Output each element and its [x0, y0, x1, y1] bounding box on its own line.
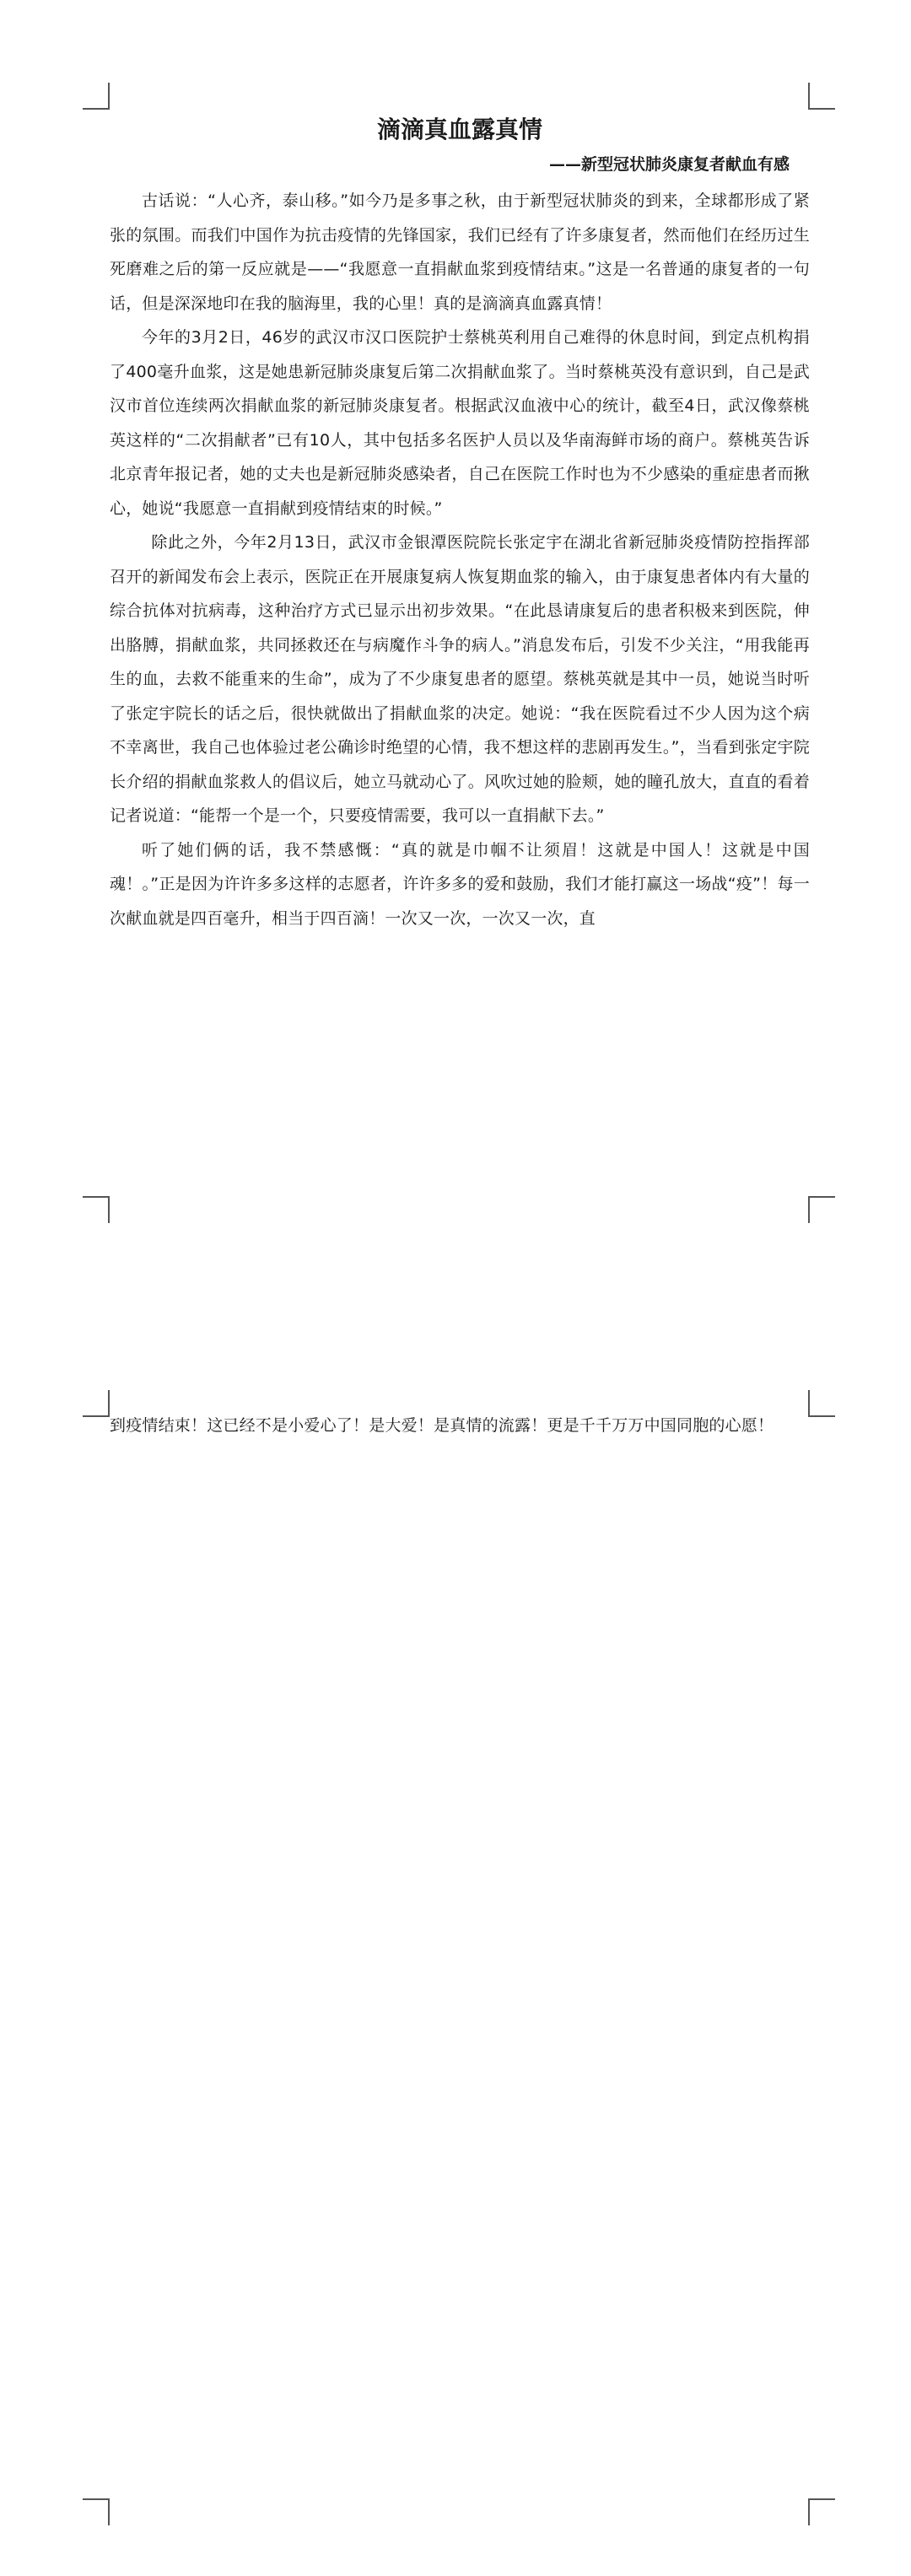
page1-corner-top-left — [83, 83, 110, 110]
page2-corner-top-left — [83, 1390, 110, 1417]
page2-corner-top-right — [808, 1390, 835, 1417]
paragraph-2: 今年的3月2日，46岁的武汉市汉口医院护士蔡桃英利用自己难得的休息时间，到定点机构捐了400毫升血浆，这是她患新冠肺炎康复后第二次捐献血浆了。当时蔡桃英没有意识到，自己是武汉市首位连续两次捐献血浆的新冠肺炎康复者。根据武汉血液中心的统计，截至4日，武汉像蔡桃英这样的“二次捐献者”已有10人，其中包括多名医护人员以及华南海鲜市场的商户。蔡桃英告诉北京青年报记者，她的丈夫也是新冠肺炎感染者，自己在医院工作时也为不少感染的重症患者而揪心，她说“我愿意一直捐献到疫情结束的时候。” — [110, 328, 810, 518]
page1-body — [110, 106, 810, 1178]
page2-corner-bottom-right — [808, 2498, 835, 2525]
paragraph-4: 听了她们俩的话，我不禁感慨：“真的就是巾帼不让须眉！这就是中国人！这就是中国魂！。”正是因为许许多多这样的志愿者，许许多多的爱和鼓励，我们才能打赢这一场战“疫”！每一次献血就是四百毫升，相当于四百滴！一次又一次，一次又一次，直 — [110, 840, 810, 928]
document-subtitle: ——新型冠状肺炎康复者献血有感 — [548, 155, 790, 174]
page1-corner-bottom-left — [83, 1196, 110, 1223]
paragraph-3: 除此之外，今年2月13日，武汉市金银潭医院院长张定宇在湖北省新冠肺炎疫情防控指挥部召开的新闻发布会上表示，医院正在开展康复病人恢复期血浆的输入，由于康复患者体内有大量的综合抗体对抗病毒，这种治疗方式已显示出初步效果。“在此恳请康复后的患者积极来到医院，伸出胳膊，捐献血浆，共同拯救还在与病魔作斗争的病人。”消息发布后，引发不少关注，“用我能再生的血，去救不能重来的生命”，成为了不少康复患者的愿望。蔡桃英就是其中一员，她说当时听了张定宇院长的话之后，很快就做出了捐献血浆的决定。她说：“我在医院看过不少人因为这个病不幸离世，我自己也体验过老公确诊时绝望的心情，我不想这样的悲剧再发生。”，当看到张定宇院长介绍的捐献血浆救人的倡议后，她立马就动心了。风吹过她的脸颊，她的瞳孔放大，直直的看着记者说道：“能帮一个是一个，只要疫情需要，我可以一直捐献下去。” — [110, 533, 810, 825]
page1-corner-top-right — [808, 83, 835, 110]
paragraph-4-continuation: 到疫情结束！这已经不是小爱心了！是大爱！是真情的流露！更是千千万万中国同胞的心愿！ — [110, 1416, 774, 1435]
page2-corner-bottom-left — [83, 2498, 110, 2525]
page1-corner-bottom-right — [808, 1196, 835, 1223]
paragraph-1: 古话说：“人心齐，泰山移。”如今乃是多事之秋，由于新型冠状肺炎的到来，全球都形成了紧张的氛围。而我们中国作为抗击疫情的先锋国家，我们已经有了许多康复者，然而他们在经历过生死磨难之后的第一反应就是——“我愿意一直捐献血浆到疫情结束。”这是一名普通的康复者的一句话，但是深深地印在我的脑海里，我的心里！真的是滴滴真血露真情！ — [110, 191, 810, 313]
page2-body — [110, 1409, 810, 1443]
document-title: 滴滴真血露真情 — [376, 116, 542, 143]
